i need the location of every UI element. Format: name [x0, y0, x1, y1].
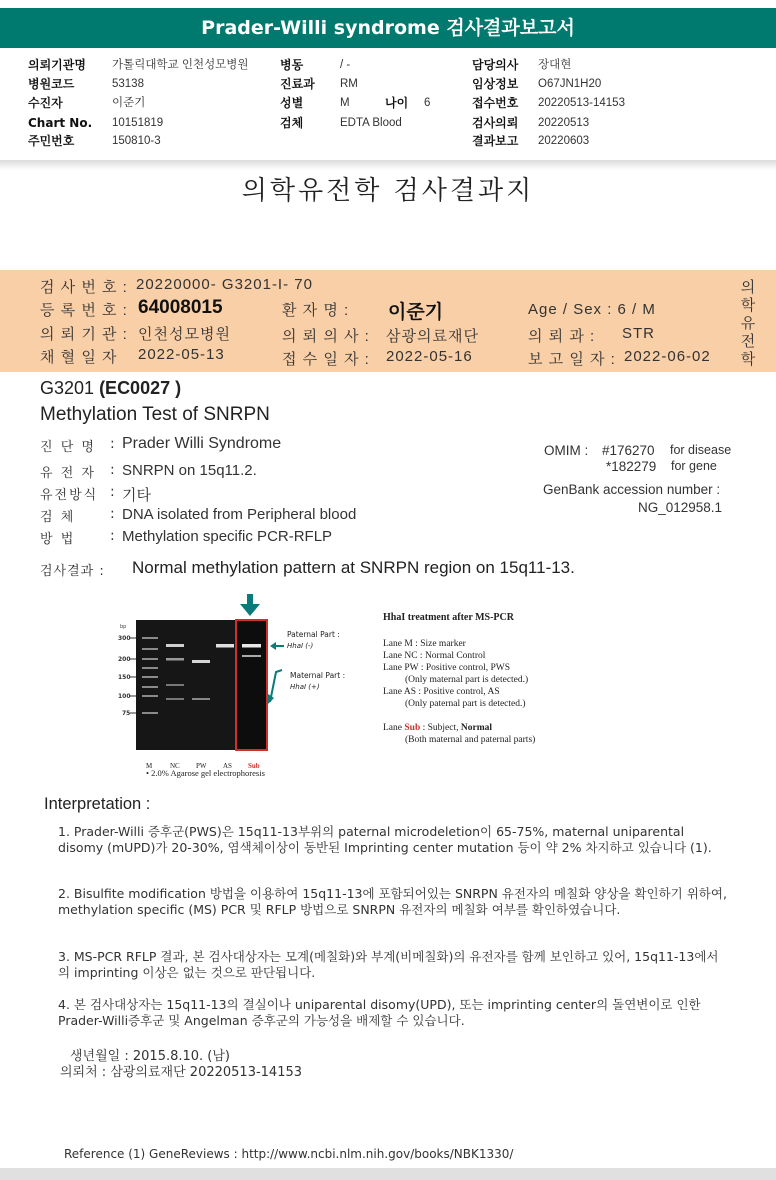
vertical-char: 유 — [740, 314, 756, 332]
header-row — [0, 114, 776, 132]
legend-line-sub: Lane Sub : Subject, Normal — [383, 723, 493, 733]
paternal-sub: HhaI (-) — [287, 642, 314, 650]
marker-label: 100 — [118, 693, 131, 700]
reg-no-label: 등 록 번 호 : — [40, 302, 128, 319]
interpretation-paragraph: 1. Prader-Willi 증후군(PWS)은 15q11-13부위의 paternal microdeletion이 65-75%, maternal uniparental disomy (mUPD)가 20-30%, 염색체이상이 동반된 Imprinting center mutation 등이 약 2% 차지하고 있습니다 (1). — [58, 824, 712, 855]
gel-note: • 2.0% Agarose gel electrophoresis — [146, 768, 265, 778]
test-code — [40, 378, 181, 399]
test-no-value: 20220000- G3201-I- 70 — [136, 276, 313, 293]
lane-label: NC — [170, 762, 180, 770]
chart-no-value: 10151819 — [112, 117, 164, 129]
sex-label: 성별 — [280, 96, 304, 110]
legend-line: Lane AS : Positive control, AS — [383, 687, 500, 697]
hospital-code-value: 53138 — [112, 78, 144, 90]
report-page: Prader-Willi syndrome 검사결과보고서 의뢰기관명 가톨릭대학교 인천성모병원 병동 / - 담당의사 장대현 병원코드 53138 진료과 RM 임상정보 O67JN1H20 수진자 이준기 성별 M 나이 6 접수번호 20220513-14153 Chart No. 10151819 검체 EDTA Blood 검사의뢰 20220513 주민번호 150810-3 결과보고 20220603 의학유전학 검사결과지 검 사 번 호 : 20220000- G3201-I- 70 등 록 번 호 : 64008015 환 자 명 : 이준기 Age / Sex : 6 / M 의 뢰 기 관 : 인천성모병원 의 뢰 의 사 : 삼광의료재단 의 뢰 과 : STR 채 혈 일 자 2022-05-13 접 수 일 자 : 2022-05-16 보 고 일 자 : 2022-06-02 의 학 유 전 학 G3201 (EC0027 ) Methylation Test of SNRPN 진 단 명 : Prader Willi Syndrome 유 전 자 : SNRPN on 15q11.2. 유전방식 : 기타 검 체 : DNA isolated from Peripheral blood 방 법 : Methylation specific PCR-RFLP OMIM : #176270 for disease *182279 for gene GenBank accession number : NG_012958.1 검사결과 : Normal methylation pattern at SNRPN region on 15q11-13. bp 300 200 150 100 75 M NC PW AS Sub Paternal Part : HhaI (-) Maternal Part : HhaI (+) HhaI treatment after MS-PCR Lane M : Size marker Lane NC : Normal Control Lane PW : Positive control, PWS (Only maternal part is detected.) Lane AS : Positive control, AS (Only paternal part is detected.) Lane Sub : Subject, Normal (Both maternal and paternal parts) • 2.0% Agarose gel electrophoresis Interpretation : 1. Prader-Willi 증후군(PWS)은 15q11-13부위의 paternal microdeletion이 65-75%, maternal uniparental disomy (mUPD)가 20-30%, 염색체이상이 동반된 Imprinting center mutation 등이 약 2% 차지하고 있습니다 (1). 2. Bisulfite modification 방법을 이용하여 15q11-13에 포함되어있는 SNRPN 유전자의 메칠화 양상을 확인하기 위하여, methylation specific (MS) PCR 및 RFLP 방법으로 SNRPN 유전자의 메칠화 여부를 확인하였습니다. 3. MS-PCR RFLP 결과, 본 검사대상자는 모계(메칠화)와 부계(비메칠화)의 유전자를 함께 보인하고 있어, 15q11-13에서의 imprinting 이상은 없는 것으로 판단됩니다. 4. 본 검사대상자는 15q11-13의 결실이나 uniparental disomy(UPD), 또는 imprinting center의 돌연변이로 인한 Prader-Willi증후군 및 Angelman 증후군의 가능성을 배제할 수 있습니다. 생년월일 : 2015.8.10. (남) 의뢰처 : 삼광의료재단 20220513-14153 Reference (1) GeneReviews : http://www.ncbi.nlm.nih.gov/books/NBK1330/ — [0, 0, 776, 1180]
interpretation-paragraph: 3. MS-PCR RFLP 결과, 본 검사대상자는 모계(메칠화)와 부계(비메칠화)의 유전자를 함께 보인하고 있어, 15q11-13에서의 imprinting 이상은 없는 것으로 판단됩니다. — [58, 949, 719, 980]
marker-label: 300 — [118, 635, 131, 642]
legend-line: Lane M : Size marker — [383, 639, 466, 649]
org-label: 의 뢰 기 관 : — [40, 326, 128, 343]
specimen-label: 검체 — [280, 116, 304, 130]
resident-no-value: 150810-3 — [112, 135, 161, 147]
doctor-value: 장대현 — [538, 59, 572, 71]
birth-date: 생년월일 : 2015.8.10. (남) — [70, 1049, 231, 1064]
chart-no-label: Chart No. — [28, 116, 93, 130]
field-value: DNA isolated from Peripheral blood — [122, 506, 357, 523]
hospital-code-label: 병원코드 — [28, 77, 75, 91]
draw-date-label: 채 혈 일 자 — [40, 349, 118, 366]
age-label: 나이 — [385, 96, 409, 110]
legend-line: (Only paternal part is detected.) — [405, 699, 526, 709]
genbank-value: NG_012958.1 — [638, 500, 723, 515]
legend-line: Lane PW : Positive control, PWS — [383, 663, 511, 673]
org-value: 인천성모병원 — [138, 326, 231, 343]
omim-label: OMIM : — [544, 443, 589, 458]
header-row — [0, 132, 776, 150]
result-date-value: 20220603 — [538, 135, 590, 147]
legend-normal: Normal — [460, 723, 493, 733]
dept-value: RM — [340, 78, 358, 90]
header-divider — [0, 160, 776, 170]
subject-lane-box — [236, 620, 267, 750]
field-value: Methylation specific PCR-RFLP — [122, 528, 333, 545]
header-row — [0, 94, 776, 112]
ref-dept-value: STR — [622, 325, 655, 342]
test-name: Methylation Test of SNRPN — [40, 404, 270, 425]
vertical-char: 학 — [740, 296, 756, 314]
specimen-value: EDTA Blood — [340, 117, 402, 129]
field-label: 유전방식 — [40, 488, 99, 503]
gel-legend — [383, 612, 563, 746]
reg-no-value: 64008015 — [138, 297, 223, 318]
footer-bar — [0, 1168, 776, 1180]
sex-value: M — [340, 97, 350, 109]
omim-disease-note: for disease — [670, 443, 732, 457]
omim-gene-note: for gene — [671, 459, 717, 473]
header-row — [0, 75, 776, 93]
marker-label: 150 — [118, 674, 131, 681]
genbank-label: GenBank accession number : — [543, 482, 721, 497]
vertical-label — [736, 278, 760, 368]
recv-date-value: 2022-05-16 — [386, 348, 473, 365]
paternal-label: Paternal Part : — [287, 630, 340, 639]
org-name-label: 의뢰기관명 — [28, 58, 86, 72]
interpretation-paragraph: 2. Bisulfite modification 방법을 이용하여 15q11-13에 포함되어있는 SNRPN 유전자의 메칠화 양상을 확인하기 위하여, methylation specific (MS) PCR 및 RFLP 방법으로 SNRPN 유전자의 메칠화 여부를 확인하였습니다. — [58, 886, 727, 917]
patient-name-value: 이준기 — [388, 302, 444, 323]
header-row — [0, 56, 776, 74]
marker-ticks — [130, 638, 136, 713]
ward-label: 병동 — [280, 58, 304, 72]
ref-dept-label: 의 뢰 과 : — [528, 328, 596, 345]
ward-value: / - — [340, 59, 351, 71]
vertical-char: 의 — [740, 278, 756, 296]
marker-label: 75 — [122, 710, 131, 717]
maternal-arrow-icon — [268, 670, 282, 704]
interpretation-paragraph: 4. 본 검사대상자는 15q11-13의 결실이나 uniparental disomy(UPD), 또는 imprinting center의 돌연변이로 인한 Prader-Willi증후군 및 Angelman 증후군의 가능성을 배제할 수 있습니다. — [58, 997, 701, 1028]
age-sex: Age / Sex : 6 / M — [528, 301, 656, 318]
report-date-label: 보 고 일 자 : — [528, 351, 616, 368]
report-banner: Prader-Willi syndrome 검사결과보고서 — [0, 8, 776, 48]
legend-sub-lane: Sub — [404, 723, 421, 733]
down-arrow-icon — [240, 594, 260, 616]
receipt-no-label: 접수번호 — [472, 96, 519, 110]
draw-date-value: 2022-05-13 — [138, 346, 225, 363]
patient-label: 수진자 — [28, 96, 63, 110]
interpretation-title: Interpretation : — [44, 795, 151, 813]
legend-line: (Only maternal part is detected.) — [405, 675, 529, 685]
field-label: 검 체 — [40, 510, 76, 525]
vertical-char: 학 — [740, 350, 756, 368]
summary-box — [0, 270, 776, 372]
ref-doctor-value: 삼광의료재단 — [386, 328, 479, 345]
field-label: 유 전 자 — [40, 466, 96, 481]
paternal-arrow-icon — [270, 642, 284, 650]
result-label: 검사결과 : — [40, 564, 105, 579]
bp-label: bp — [120, 624, 127, 630]
test-code-paren: (EC0027 ) — [99, 378, 182, 398]
field-value: 기타 — [122, 487, 151, 504]
legend-line: (Both maternal and paternal parts) — [405, 735, 536, 745]
marker-label: 200 — [118, 656, 131, 663]
clinical-info-value: O67JN1H20 — [538, 78, 602, 90]
field-label: 방 법 — [40, 532, 76, 547]
referrer: 의뢰처 : 삼광의료재단 20220513-14153 — [60, 1065, 303, 1080]
patient-name-label: 환 자 명 : — [282, 302, 350, 319]
maternal-label: Maternal Part : — [290, 671, 346, 680]
field-value: SNRPN on 15q11.2. — [122, 462, 257, 479]
legend-title: HhaI treatment after MS-PCR — [383, 612, 514, 623]
omim-gene-no: *182279 — [606, 459, 657, 474]
ref-doctor-label: 의 뢰 의 사 : — [282, 328, 370, 345]
field-label: 진 단 명 — [40, 440, 96, 455]
receipt-no-value: 20220513-14153 — [538, 97, 625, 109]
field-value: Prader Willi Syndrome — [122, 435, 282, 452]
doctor-label: 담당의사 — [472, 58, 519, 72]
lane-as-bands — [216, 644, 234, 648]
reference: Reference (1) GeneReviews : http://www.ncbi.nlm.nih.gov/books/NBK1330/ — [64, 1147, 514, 1161]
clinical-info-label: 임상정보 — [472, 77, 519, 91]
omim-disease-no: #176270 — [602, 443, 655, 458]
lane-label-sub: Sub — [248, 762, 260, 770]
test-no-label: 검 사 번 호 : — [40, 279, 128, 296]
age-value: 6 — [424, 97, 431, 109]
recv-date-label: 접 수 일 자 : — [282, 351, 370, 368]
test-code-value: G3201 — [40, 378, 95, 398]
dept-label: 진료과 — [280, 77, 315, 91]
result-date-label: 결과보고 — [472, 134, 519, 148]
report-date-value: 2022-06-02 — [624, 348, 711, 365]
header-info — [0, 52, 776, 164]
patient-value: 이준기 — [112, 97, 146, 109]
result-value: Normal methylation pattern at SNRPN region on 15q11-13. — [132, 558, 575, 577]
omim-gene — [606, 459, 717, 474]
request-date-value: 20220513 — [538, 117, 590, 129]
vertical-char: 전 — [740, 332, 756, 350]
resident-no-label: 주민번호 — [28, 134, 75, 148]
maternal-sub: HhaI (+) — [290, 683, 320, 691]
request-date-label: 검사의뢰 — [472, 116, 519, 130]
lane-label: AS — [223, 762, 232, 770]
legend-line: Lane NC : Normal Control — [383, 651, 486, 661]
document-title: 의학유전학 검사결과지 — [241, 176, 535, 206]
lane-label: PW — [196, 762, 207, 770]
omim-disease — [544, 443, 732, 458]
lane-label: M — [146, 762, 153, 770]
org-name-value: 가톨릭대학교 인천성모병원 — [112, 59, 249, 71]
